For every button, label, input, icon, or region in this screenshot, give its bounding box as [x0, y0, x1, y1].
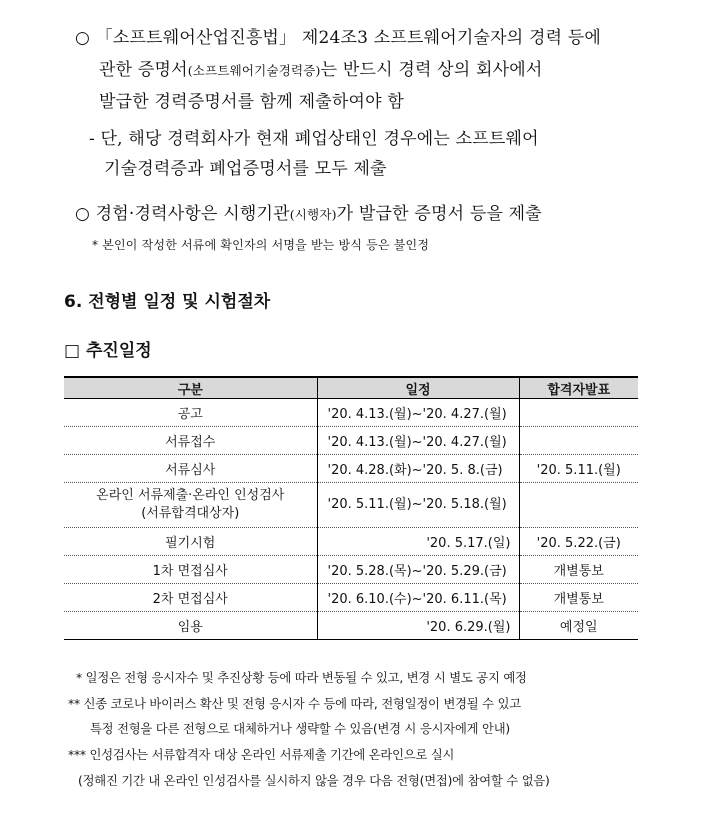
period-cell: '20. 4.28.(화)~'20. 5. 8.(금)	[317, 455, 519, 483]
result-cell	[519, 427, 638, 455]
period-cell: '20. 6.29.(월)	[317, 612, 519, 640]
period-cell: '20. 4.13.(월)~'20. 4.27.(월)	[317, 399, 519, 427]
result-cell	[519, 399, 638, 427]
stage-cell: 공고	[64, 399, 317, 427]
schedule-table	[64, 376, 638, 640]
footnote-3: *** 인성검사는 서류합격자 대상 온라인 서류제출 기간에 온라인으로 실시	[68, 748, 455, 762]
footnote-1: * 일정은 전형 응시자수 및 추진상황 등에 따라 변동될 수 있고, 변경 시 별도 공지 예정	[76, 671, 527, 685]
stage-main: 온라인 서류제출·온라인 인성검사	[96, 488, 285, 503]
header-period: 일정	[317, 377, 519, 399]
table-header-row	[64, 377, 638, 399]
bullet-2-line-2: 기술경력증과 폐업증명서를 모두 제출	[104, 159, 387, 179]
result-cell: '20. 5.22.(금)	[519, 528, 638, 556]
period-cell: '20. 6.10.(수)~'20. 6.11.(목)	[317, 584, 519, 612]
table-row	[64, 584, 638, 612]
bullet-1-text-c: 는 반드시 경력 상의 회사에서	[320, 60, 543, 80]
bullet-3-line-1	[75, 202, 542, 227]
table-row	[64, 427, 638, 455]
stage-cell: 1차 면접심사	[64, 556, 317, 584]
section-title: 6. 전형별 일정 및 시험절차	[64, 292, 271, 312]
footnote-3-continued: (정해진 기간 내 온라인 인성검사를 실시하지 않을 경우 다음 전형(면접)에 참여할 수 없음)	[78, 774, 550, 788]
stage-cell	[64, 483, 317, 528]
header-result: 합격자발표	[519, 377, 638, 399]
period-cell: '20. 5.11.(월)~'20. 5.18.(월)	[317, 483, 519, 528]
bullet-1-text-paren: (소프트웨어기술경력증)	[187, 63, 321, 78]
bullet-3-note: * 본인이 작성한 서류에 확인자의 서명을 받는 방식 등은 불인정	[92, 238, 430, 252]
period-cell: '20. 5.17.(일)	[317, 528, 519, 556]
result-cell: 개별통보	[519, 584, 638, 612]
bullet-3-text-paren: (시행자)	[289, 207, 337, 222]
bullet-1-line-2	[99, 58, 543, 83]
bullet-1-line-1: ○ 「소프트웨어산업진흥법」 제24조3 소프트웨어기술자의 경력 등에	[75, 28, 602, 48]
header-stage: 구분	[64, 377, 317, 399]
bullet-2-line-1: - 단, 해당 경력회사가 현재 폐업상태인 경우에는 소프트웨어	[89, 129, 539, 149]
footnote-2: ** 신종 코로나 바이러스 확산 및 전형 응시자 수 등에 따라, 전형일정이 변경될 수 있고	[68, 697, 521, 711]
table-row	[64, 528, 638, 556]
bullet-3-text-a: ○ 경험·경력사항은 시행기관	[75, 204, 290, 224]
bullet-3-text-c: 가 발급한 증명서 등을 제출	[336, 204, 542, 224]
period-cell: '20. 4.13.(월)~'20. 4.27.(월)	[317, 427, 519, 455]
stage-cell: 필기시험	[64, 528, 317, 556]
footnote-2-continued: 특정 전형을 다른 전형으로 대체하거나 생략할 수 있음(변경 시 응시자에게 안내)	[90, 722, 511, 736]
stage-cell: 서류심사	[64, 455, 317, 483]
table-row	[64, 455, 638, 483]
subsection-title: □ 추진일정	[64, 341, 152, 361]
bullet-1-line-3: 발급한 경력증명서를 함께 제출하여야 함	[99, 92, 404, 112]
result-cell: '20. 5.11.(월)	[519, 455, 638, 483]
stage-sub: (서류합격대상자)	[141, 506, 240, 521]
result-cell: 개별통보	[519, 556, 638, 584]
table-row	[64, 556, 638, 584]
stage-cell: 서류접수	[64, 427, 317, 455]
bullet-1-text-a: 관한 증명서	[99, 60, 188, 80]
result-cell	[519, 483, 638, 528]
stage-cell: 임용	[64, 612, 317, 640]
table-row	[64, 399, 638, 427]
result-cell: 예정일	[519, 612, 638, 640]
table-row	[64, 483, 638, 528]
table-row	[64, 612, 638, 640]
stage-cell: 2차 면접심사	[64, 584, 317, 612]
period-cell: '20. 5.28.(목)~'20. 5.29.(금)	[317, 556, 519, 584]
